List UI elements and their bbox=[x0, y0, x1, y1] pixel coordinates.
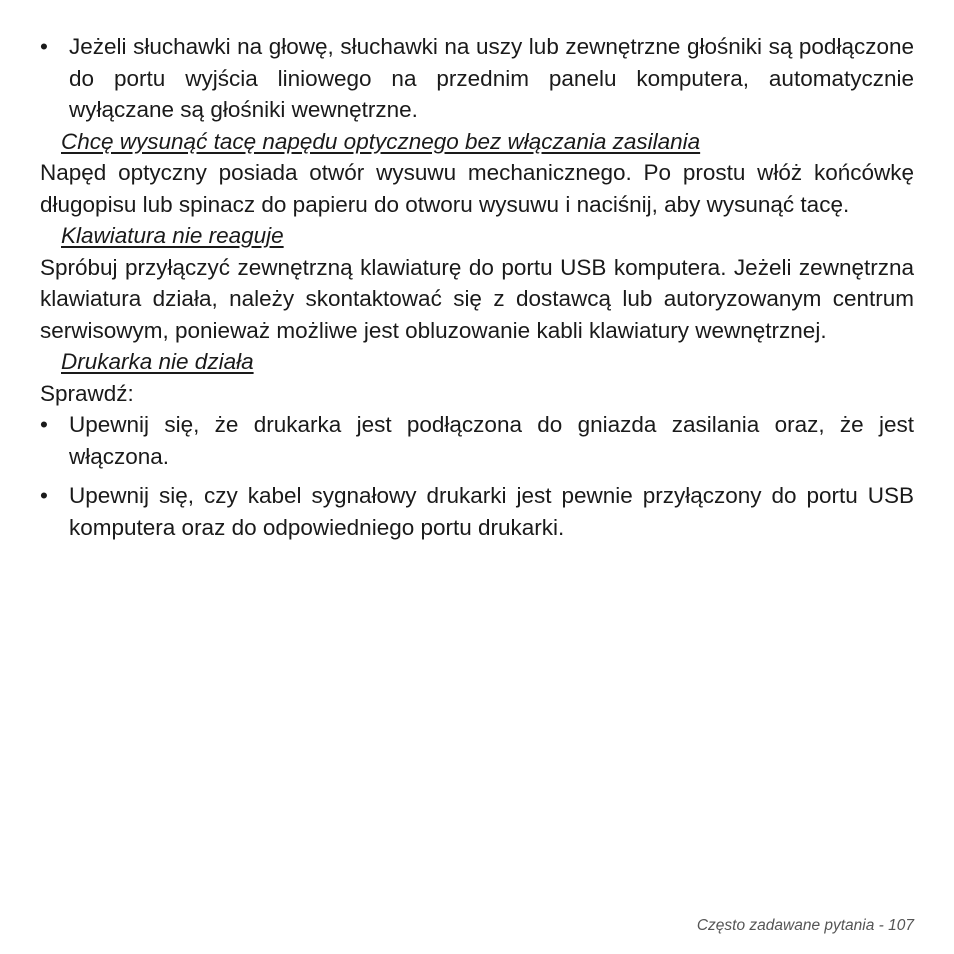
printer-bullet-list bbox=[40, 409, 914, 543]
list-item-text: Jeżeli słuchawki na głowę, słuchawki na uszy lub zewnętrzne głośniki są podłączone do portu wyjścia liniowego na przednim panelu komputera, automatycznie wyłączane są głośniki wewnętrzne. bbox=[69, 34, 914, 122]
list-item-text: Upewnij się, że drukarka jest podłączona do gniazda zasilania oraz, że jest włączona. bbox=[69, 412, 914, 469]
section-heading-keyboard: Klawiatura nie reaguje bbox=[61, 223, 284, 248]
list-item bbox=[40, 31, 914, 126]
section-body-printer: Sprawdź: bbox=[40, 380, 134, 406]
section-heading-optical-drive: Chcę wysunąć tacę napędu optycznego bez włączania zasilania bbox=[61, 128, 701, 154]
bullet-glyph: • bbox=[40, 412, 48, 437]
list-item bbox=[40, 409, 914, 472]
section-body-optical-drive: Napęd optyczny posiada otwór wysuwu mechanicznego. Po prostu włóż końcówkę długopisu lub spinacz do papieru do otworu wysuwu i naciśnij, aby wysunąć tacę. bbox=[40, 160, 914, 217]
list-item-text: Upewnij się, czy kabel sygnałowy drukarki jest pewnie przyłączony do portu USB komputera oraz do odpowiedniego portu drukarki. bbox=[69, 483, 914, 540]
section-heading-printer: Drukarka nie działa bbox=[61, 349, 254, 374]
page-footer: Często zadawane pytania - 107 bbox=[696, 917, 914, 934]
bullet-glyph: • bbox=[40, 34, 48, 59]
section-body-keyboard: Spróbuj przyłączyć zewnętrzną klawiaturę do portu USB komputera. Jeżeli zewnętrzna klawiatura działa, należy skontaktować się z dostawcą lub autoryzowanym centrum serwisowym, ponieważ możliwe jest obluzowanie kabli klawiatury wewnętrznej. bbox=[40, 254, 914, 343]
bullet-glyph: • bbox=[40, 483, 48, 508]
page-content bbox=[40, 31, 914, 543]
intro-bullet-list bbox=[40, 31, 914, 126]
list-item bbox=[40, 480, 914, 543]
